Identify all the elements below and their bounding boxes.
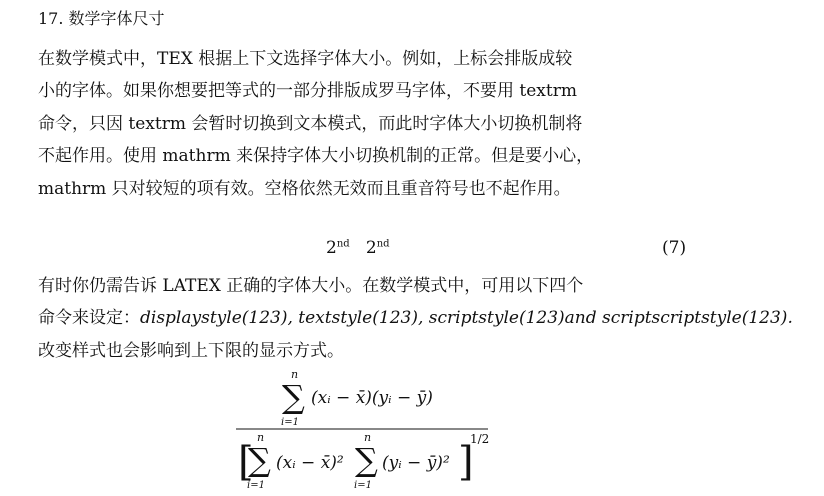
num-sum-lower: i=1 — [281, 417, 299, 428]
num-sum-upper: n — [291, 368, 299, 381]
den-sum2-upper: n — [364, 431, 372, 444]
den-term-1: (xᵢ − x̄)² — [276, 453, 344, 473]
paragraph2-line-3: 改变样式也会影响到上下限的显示方式。 — [38, 341, 344, 361]
right-bracket: ] — [458, 439, 474, 485]
paragraph2-line-2-prefix: 命令来设定： — [38, 308, 140, 328]
den-term-2: (yᵢ − ȳ)² — [382, 453, 450, 473]
eq-base-1: 2 — [326, 238, 337, 258]
den-sum2-lower: i=1 — [354, 480, 372, 491]
paragraph2-line-1: 有时你仍需告诉 LATEX 正确的字体大小。在数学模式中，可用以下四个 — [38, 276, 584, 296]
den-sum1-symbol: ∑ — [248, 441, 271, 479]
paragraph-line-1: 在数学模式中，TEX 根据上下文选择字体大小。例如，上标会排版成较 — [38, 49, 573, 69]
paragraph2-line-2 — [38, 307, 793, 329]
paragraph-line-2: 小的字体。如果你想要把等式的一部分排版成罗马字体，不要用 textrm — [38, 81, 577, 101]
den-sum2-symbol: ∑ — [355, 441, 378, 479]
equation-7-expression — [326, 238, 390, 258]
numerator-expression: (xᵢ − x̄)(yᵢ − ȳ) — [311, 388, 433, 408]
section-title: 17. 数学字体尺寸 — [38, 9, 165, 28]
style-commands-math: displaystyle(123), textstyle(123), scriptstyle(123)and scriptscriptstyle(123). — [140, 308, 793, 328]
eq-sup-1: nd — [336, 238, 350, 250]
paragraph-line-3: 命令，只因 textrm 会暂时切换到文本模式，而此时字体大小切换机制将 — [38, 114, 583, 134]
num-sum-symbol: ∑ — [282, 378, 305, 416]
paragraph-line-4: 不起作用。使用 mathrm 来保持字体大小切换机制的正常。但是要小心， — [38, 146, 594, 166]
left-bracket: [ — [238, 439, 254, 485]
eq-base-2: 2 — [365, 238, 377, 258]
equation-7 — [0, 238, 824, 262]
den-sum1-lower: i=1 — [247, 480, 265, 491]
equation-number: (7) — [662, 238, 687, 258]
paragraph-line-5: mathrm 只对较短的项有效。空格依然无效而且重音符号也不起作用。 — [38, 179, 571, 199]
den-sum1-upper: n — [257, 431, 265, 444]
eq-sup-2: nd — [376, 238, 390, 250]
denominator-exponent: 1/2 — [470, 432, 490, 446]
correlation-formula — [236, 368, 496, 492]
